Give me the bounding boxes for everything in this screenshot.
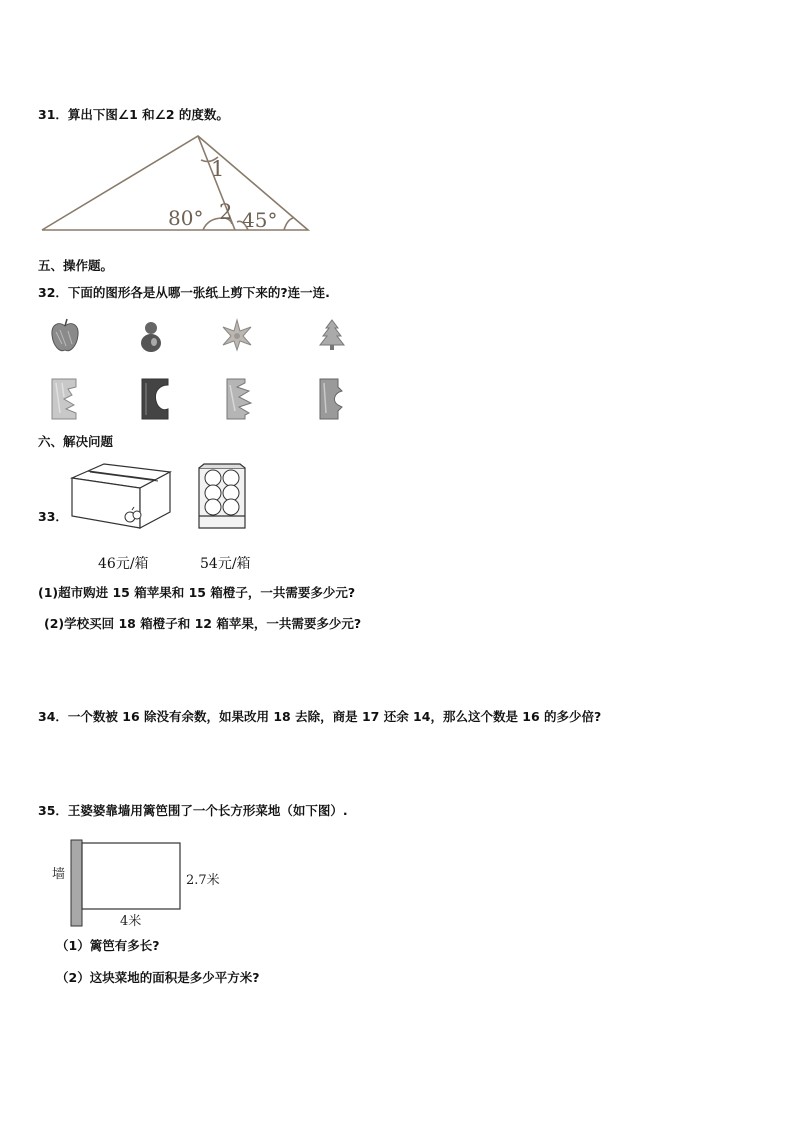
cut-shape-apple (50, 318, 80, 354)
orange-price-label: 54元/箱 (200, 556, 251, 572)
garden-rectangle (82, 843, 180, 909)
section6-title: 六、解决问题 (38, 434, 114, 449)
q31-text (38, 105, 229, 123)
apple-price-label: 46元/箱 (98, 556, 149, 572)
paper-piece-4 (318, 377, 346, 421)
q34-text (38, 707, 601, 725)
orange-box-image (196, 462, 248, 532)
q31-number: 31． (38, 107, 68, 122)
angle2-label: 2 (219, 200, 233, 224)
cut-shape-gourd (138, 318, 164, 354)
paper-piece-1 (50, 377, 78, 421)
q32-number: 32． (38, 285, 68, 300)
angle-80-label: 80° (168, 206, 204, 230)
q35-text (38, 801, 348, 819)
length-label: 4米 (120, 914, 142, 929)
q34-prompt: 一个数被 16 除没有余数，如果改用 18 去除，商是 17 还余 14，那么这个数是 16 的多少倍? (67, 709, 602, 724)
apple-box-image (68, 462, 174, 532)
q31-triangle-figure (38, 132, 313, 237)
q31-prompt: 算出下图∠1 和∠2 的度数。 (67, 107, 229, 122)
section5-title: 五、操作题。 (38, 258, 114, 273)
cut-shape-flower (220, 318, 254, 352)
paper-piece-3 (225, 377, 253, 421)
paper-piece-2 (140, 377, 170, 421)
q33-sub1: (1)超市购进 15 箱苹果和 15 箱橙子，一共需要多少元? (38, 585, 356, 600)
wall-label: 墙 (52, 867, 66, 882)
wall (71, 840, 82, 926)
angle-45-label: 45° (242, 208, 278, 232)
q32-prompt: 下面的图形各是从哪一张纸上剪下来的?连一连. (67, 285, 330, 300)
q34-number: 34． (38, 709, 68, 724)
q33-sub2: (2)学校买回 18 箱橙子和 12 箱苹果，一共需要多少元? (44, 616, 362, 631)
q35-sub1: （1）篱笆有多长? (56, 938, 160, 953)
angle1-label: 1 (211, 157, 225, 181)
q32-text (38, 283, 330, 301)
q35-prompt: 王婆婆靠墙用篱笆围了一个长方形菜地（如下图）. (67, 803, 348, 818)
cut-shape-tree (318, 318, 346, 352)
angle-45-arc (284, 218, 293, 230)
q35-garden-figure (48, 838, 238, 933)
width-label: 2.7米 (186, 873, 220, 888)
q33-number: 33． (38, 509, 68, 524)
q35-number: 35． (38, 803, 68, 818)
q35-sub2: （2）这块菜地的面积是多少平方米? (56, 970, 260, 985)
